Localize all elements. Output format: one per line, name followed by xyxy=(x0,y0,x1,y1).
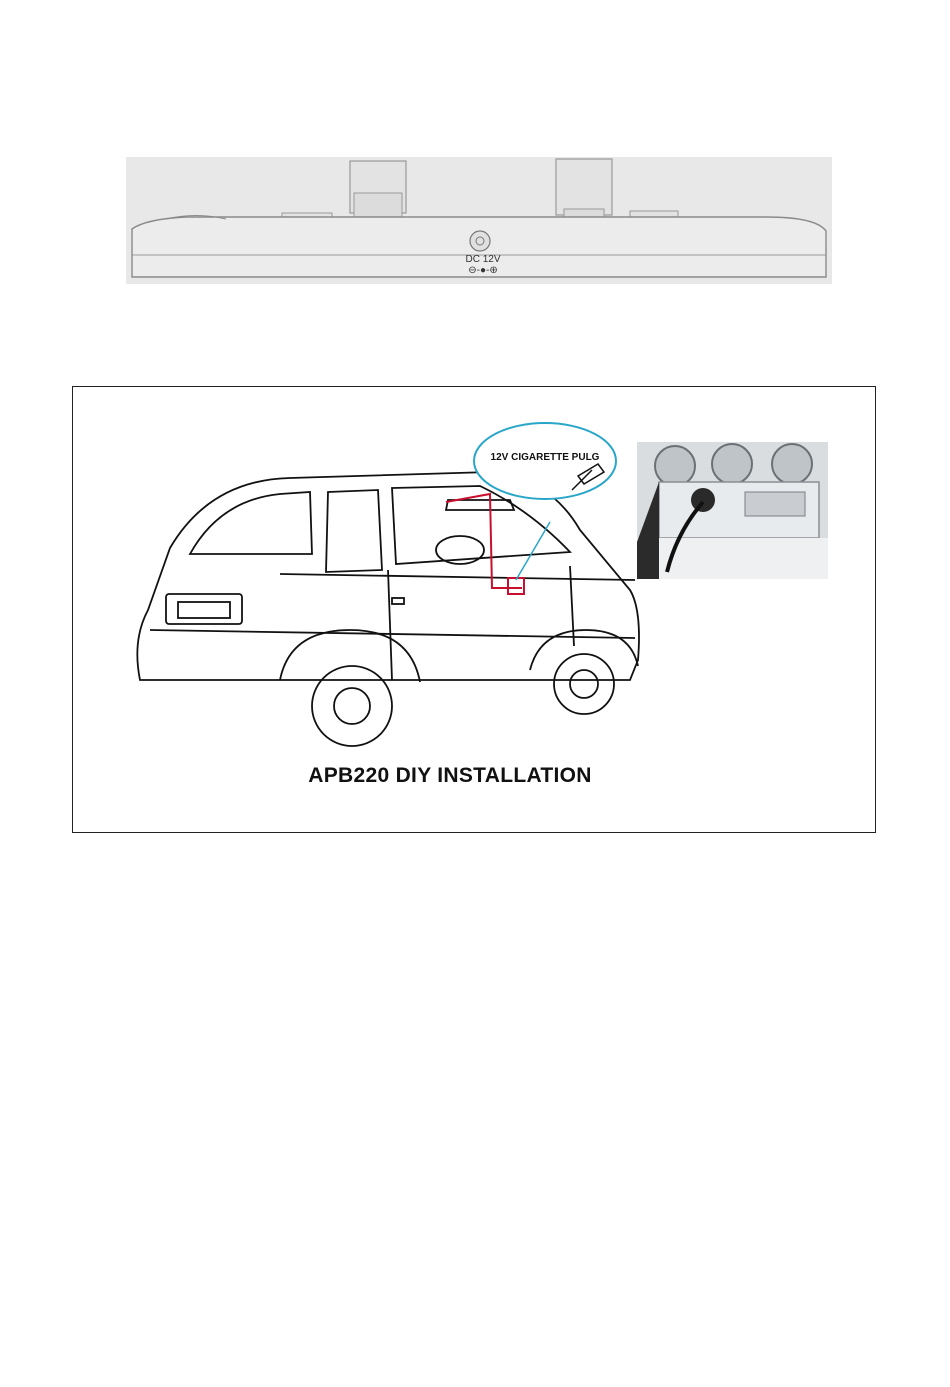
installation-caption: APB220 DIY INSTALLATION xyxy=(308,764,592,787)
dc-voltage-label: DC 12V xyxy=(465,254,501,265)
polarity-symbol: ⊖-●-⊕ xyxy=(468,265,498,276)
car-illustration xyxy=(130,470,650,770)
plug-callout-label: 12V CIGARETTE PULG xyxy=(490,452,600,463)
cigarette-socket-photo xyxy=(637,442,828,579)
dc-label-group xyxy=(458,254,508,276)
